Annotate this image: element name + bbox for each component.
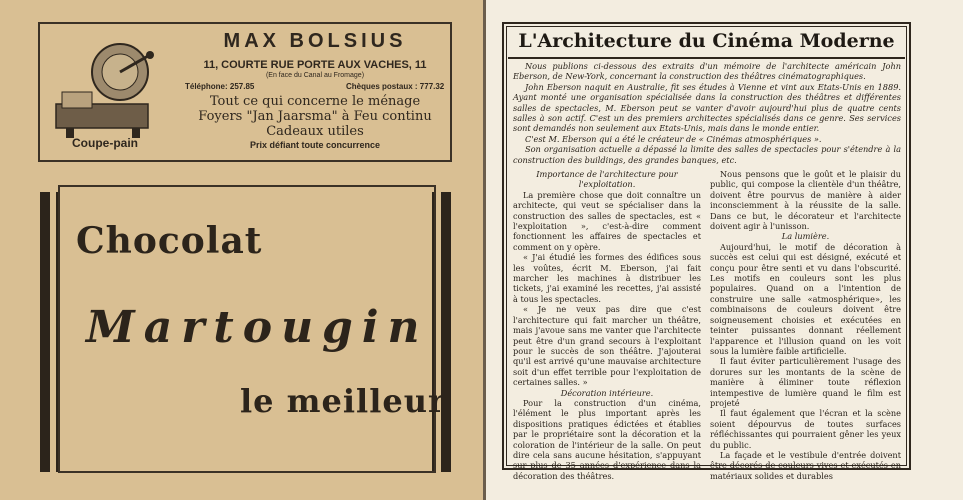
intro-paragraph: C'est M. Eberson qui a été le créateur de « Cinémas atmosphériques ». bbox=[525, 133, 822, 144]
body-paragraph: Nous pensons que le goût et le plaisir du public, qui compose la clientèle d'un théâtre, doivent être pourvus de manière à aider inconsciemment à la réussite de la salle. Dans ce but, le décorateur et l'architecte doivent agir à l'unisson. bbox=[710, 169, 901, 232]
tagline-le-meilleur: le meilleur bbox=[240, 382, 446, 420]
body-paragraph: « Je ne veux pas dire que c'est l'architecture qui fait marcher un théâtre, mais j'avoue sans me vanter que l'architecte peut être d'un grand secours à l'exploitant pour le succès de son théâtre. J'ajouterai qu'il est arrivé qu'une mauvaise architecture soit d'un effet terrible pour l'exploitation de certaines salles. » bbox=[513, 304, 701, 388]
article-column-1 bbox=[513, 169, 701, 481]
left-border-bar bbox=[40, 192, 50, 472]
address-note: (En face du Canal au Fromage) bbox=[265, 72, 365, 79]
body-paragraph: « J'ai étudié les formes des édifices sous les voûtes, écrit M. Eberson, j'ai fait marcher les machines à distribuer les tickets, j'ai examiné les recettes, j'ai assisté à tous les spectacles. bbox=[513, 252, 701, 304]
ad-line-stoves: Foyers "Jan Jaarsma" à Feu continu bbox=[198, 109, 432, 124]
bread-slicer-illustration bbox=[48, 34, 158, 139]
article-title: L'Architecture du Cinéma Moderne bbox=[518, 30, 895, 52]
body-paragraph: Pour la construction d'un cinéma, l'élément le plus important après les dispositions pratiques édictées et établies par le propriétaire sont la décoration et la coloration de l'intérieur de la salle. On peut dire cela sans aucune hésitation, s'appuyant sur plus de 35 années d'expérience dans la décoration des théâtres. bbox=[513, 397, 701, 481]
chocolat-word: Chocolat bbox=[76, 220, 263, 262]
ad-line-household: Tout ce qui concerne le ménage bbox=[209, 94, 421, 109]
body-paragraph: Il faut éviter particulièrement l'usage des dorures sur les montants de la scène de manière à éliminer toute réflexion intempestive de lumière quand le film est projeté bbox=[710, 356, 901, 408]
section-heading: Décoration intérieure. bbox=[560, 387, 654, 398]
intro-paragraph: John Eberson naquit en Australie, fit ses études à Vienne et vint aux Etats-Unis en 1889. Ayant monté une organisation spécialisée dans la construction des théâtres et différentes salles de spectacles, M. Eberson peut se vanter d'avoir aujourd'hui plus de quatre cents salles à son actif. C'est un des premiers architectes spécialisés dans ce genre. Ses services sont demandés non seulement aux Etats-Unis, mais dans le monde entier. bbox=[513, 81, 901, 134]
article-column-2 bbox=[710, 169, 901, 481]
advertiser-address: 11, COURTE RUE PORTE AUX VACHES, 11 bbox=[203, 59, 427, 71]
right-border-bar bbox=[441, 192, 451, 472]
section-heading: Importance de l'architecture pour l'exploitation. bbox=[536, 169, 678, 190]
ad-line-gifts: Cadeaux utiles bbox=[266, 124, 364, 139]
brand-martougin: Martougin bbox=[86, 302, 429, 353]
body-paragraph: La façade et le vestibule d'entrée doivent être décorés de couleurs vives et exécutés en matériaux solides et durables bbox=[710, 449, 901, 481]
body-paragraph: Aujourd'hui, le motif de décoration à succès est celui qui est désigné, exécuté et conçu pour être senti et vu dans l'obscurité. Les motifs en couleurs sont les plus populaires. Quand on a l'intention de construire une salle «atmosphérique», les combinaisons de couleurs doivent être soigneusement choisies et exécutées en teinter puissantes donnant réellement l'apparence et l'illusion quand on les voit sous la lumière faible artificielle. bbox=[710, 241, 901, 356]
phone-number: Téléphone: 257.85 bbox=[185, 82, 255, 91]
body-paragraph: Il faut également que l'écran et la scène soient dépourvus de toutes surfaces réfléchissantes qui pourraient gêner les yeux du public. bbox=[710, 408, 901, 450]
intro-paragraph: Son organisation actuelle a dépassé la limite des salles de spectacles pour s'étendre à la construction des buildings, des grandes banques, etc. bbox=[513, 144, 901, 165]
section-heading: La lumière. bbox=[781, 231, 830, 242]
postal-cheques: Chèques postaux : 777.32 bbox=[346, 82, 445, 91]
body-paragraph: La première chose que doit connaître un architecte, qui veut se spécialiser dans la construction des salles de spectacles, est « l'exploitation », c'est-à-dire comment fonctionnent les affaires de spectacles et comment on y opère. bbox=[513, 189, 701, 252]
title-rule bbox=[508, 57, 905, 59]
article-intro bbox=[513, 61, 901, 165]
intro-paragraph: Nous publions ci-dessous des extraits d'un mémoire de l'architecte américain John Eberson, de New-York, concernant la construction des théâtres cinématographiques. bbox=[513, 61, 901, 82]
advertiser-name: MAX BOLSIUS bbox=[223, 30, 407, 52]
slicer-caption: Coupe-pain bbox=[72, 136, 138, 150]
ad-price-line: Prix défiant toute concurrence bbox=[249, 140, 381, 150]
